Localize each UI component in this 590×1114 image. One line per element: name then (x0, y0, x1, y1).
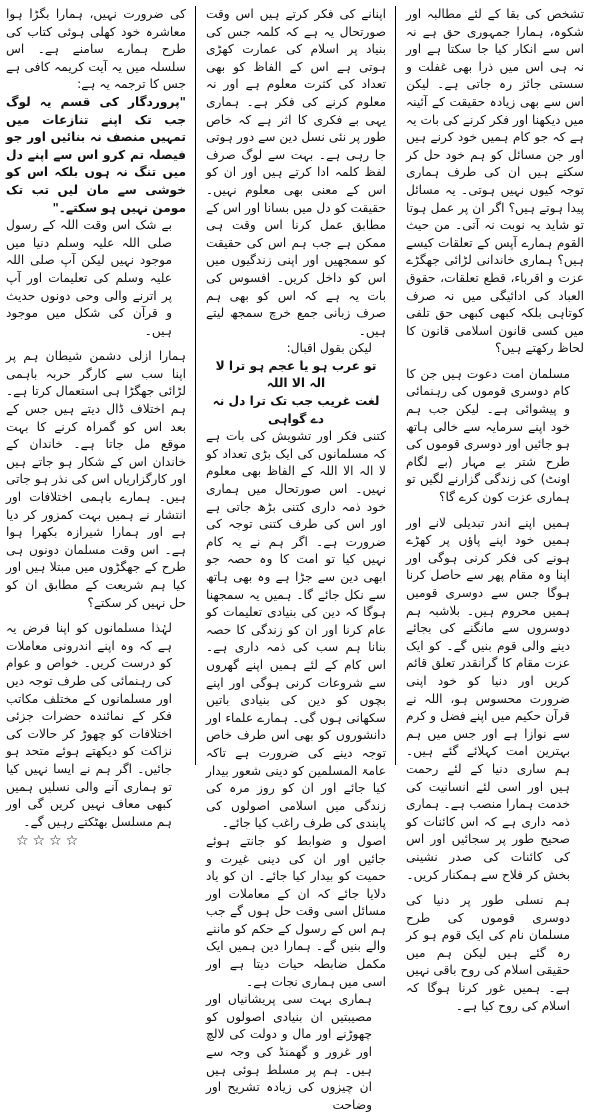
newspaper-page (6, 6, 584, 1112)
verse-line: لغت غریب جب تک ترا دل نہ دے گواہی (212, 394, 380, 426)
paragraph: ہمارا ازلی دشمن شیطان ہم پر اپنا سب سے کارگر حربہ باہمی لڑائی جھگڑا ہی استعمال کرتا ہے۔ ہم اختلاف ڈال دیتے ہیں جس کے بعد اس کو گمراہ کرنے کا بہت موقع مل جاتا ہے۔ خاندان کے خاندان اس کے شکار ہو جاتے ہیں اور کارگزاریاں اس کی نذر ہو جاتی ہیں۔ ہمارے باہمی اختلافات اور انتشار نے ہمیں بہت کمزور کر دیا ہے اور ہمارا شیرازہ بکھرا ہوا ہے۔ اس وقت مسلمان دونوں ہی طرح کے جھگڑوں میں مبتلا ہیں اور کیا ہم شریعت کے مطابق ان کو حل نہیں کر سکتے؟ (6, 349, 186, 610)
column-divider (195, 6, 196, 765)
paragraph: بے شک اس وقت اللہ کے رسول صلی اللہ علیہ وسلم دنیا میں موجود نہیں لیکن آپ صلی اللہ علیہ وسلم کی تعلیمات اور آپ پر اترنے والی وحی دونوں حدیث و قرآن کی شکل میں موجود ہیں۔ (6, 218, 172, 338)
paragraph: ہم نسلی طور پر دنیا کی دوسری قوموں کی طرح مسلمان نام کی ایک قوم ہو کر رہ گئے ہیں لیکن ہم میں حقیقی اسلام کی روح باقی نہیں ہے۔ ہمیں غور کرنا ہوگا کہ اسلام کی روح کیا ہے۔ (406, 893, 570, 1013)
paragraph: مسلمان امت دعوت ہیں جن کا کام دوسری قوموں کی رہنمائی و پیشوائی ہے۔ لیکن جب ہم خود اپنے سرمایہ سے خالی ہاتھ ہو جائیں اور دوسری قوموں کی طرح شتر بے مہار (بے لگام اونٹ) کی زندگی گزارنے لگیں تو ہماری عزت کون کرے گا؟ (406, 366, 570, 505)
paragraph: کتنی فکر اور تشویش کی بات ہے کہ مسلمانوں کی ایک بڑی تعداد کو لا الہ الا اللہ کے الفاظ بھی معلوم نہیں۔ اس صورتحال میں ہماری خود ذمہ داری کتنی بڑھ جاتی ہے اور اس کی طرف کتنی توجہ کی ضرورت ہے۔ اگر ہم نے یہ کام نہیں کیا تو امت کا وہ حصہ جو ابھی دین سے جڑا ہے وہ بھی ہاتھ سے نکل جائے گا۔ ہمیں یہ سمجھنا ہوگا کہ دین کی بنیادی تعلیمات کو عام کرنا اور ان کو زندگی کا حصہ بنانا ہم سب کی ذمہ داری ہے۔ اس کام کے لئے ہمیں اپنے گھروں سے شروعات کرنی ہوگی اور اپنے بچوں کو دین کی بنیادی باتیں سکھانی ہوں گی۔ ہمارے علماء اور دانشوروں کو بھی اس طرف خاص توجہ دینے کی ضرورت ہے تاکہ عامۃ المسلمین کو دینی شعور بیدار کیا جائے اور ان کو روز مرہ کی زندگی میں اسلامی اصولوں کی پابندی کی طرف راغب کیا جائے۔ (206, 429, 386, 831)
verse-line: تو عرب ہو یا عجم ہو ترا لا الہ الا اللہ (215, 358, 377, 391)
paragraph: کی ضرورت نہیں، ہمارا بگڑا ہوا معاشرہ خود کھلی ہوئی کتاب کی طرح ہمارے سامنے ہے۔ اس سلسلہ میں یہ آیت کریمہ کافی ہے جس کا ترجمہ یہ ہے: (6, 7, 186, 92)
column-divider (395, 6, 396, 765)
column-middle (206, 6, 386, 1112)
paragraph: لیکن بقول اقبال: (286, 341, 372, 356)
paragraph: اصول و ضوابط کو جانتے ہوئے جائیں اور ان کی دینی غیرت و حمیت کو بیدار کیا جائے۔ ان کو یاد دلایا جائے کہ ان کے معاملات اور مسائل اسی وقت حل ہوں گے جب ہم اس کے رسول کے حکم کو ماننے والے بنیں گے۔ ہمارا دین ہمیں ایک مکمل ضابطہ حیات دیتا ہے اور اسی میں ہماری نجات ہے۔ (206, 833, 386, 989)
end-stars-ornament: ☆☆☆☆ (16, 833, 83, 850)
paragraph: ہمیں اپنے اندر تبدیلی لانے اور ہمیں خود اپنے پاؤں پر کھڑے ہونے کی فکر کرنی ہوگی اور اپنا وہ مقام پھر سے حاصل کرنا ہوگا جس سے دوسری قومیں ہمیں محروم ہیں۔ بلاشبہ ہم دوسروں سے مانگنے کی بجائے دینے والی قوم بنیں گے۔ کو ایک عزت مقام کا گرانقدر تعلق قائم کریں اور دنیا کو خود اپنی ضرورت محسوس ہو، اللہ نے قرآن حکیم میں اپنے فضل و کرم سے نوازا ہے اور جس میں ہم بہترین امت کہلائے گئے ہیں۔ ہم ساری دنیا کے لئے رحمت ہیں اور اسی لئے انسانیت کی خدمت ہمارا منصب ہے۔ ہماری ذمہ داری ہے کہ اس کائنات کو صحیح طور پر سجائیں اور اس کی کائنات کی صدر نشینی بخش کر فلاح سے ہمکنار کریں۔ (406, 515, 570, 882)
paragraph: ہماری بہت سی پریشانیاں اور مصیبتیں ان بنیادی اصولوں کو چھوڑنے اور مال و دولت کی لالچ اور غرور و گھمنڈ کی وجہ سے ہیں۔ ہم پر مسلط ہوئی ہیں ان چیزوں کی زیادہ تشریح اور وضاحت (206, 992, 372, 1112)
quotation: "پروردگار کی قسم یہ لوگ جب تک اپنے تنازعات میں تمہیں منصف نہ بنائیں اور جو فیصلہ تم کرو اس سے اپنے دل میں تنگ نہ ہوں بلکہ اس کو خوشی سے مان لیں تب تک مومن نہیں ہو سکتے۔" (6, 94, 186, 215)
paragraph: لہٰذا مسلمانوں کو اپنا فرض یہ ہے کہ وہ اپنے اندرونی معاملات کو درست کریں۔ خواص و عوام کی رہنمائی کی طرف توجہ دیں اور مسلمانوں کے مختلف مکاتب فکر کے نمائندہ حضرات جزئی اختلافات کو چھوڑ کر حالات کی نزاکت کو دیکھتے ہوئے متحد ہو جائیں۔ اگر ہم نے ایسا نہیں کیا تو ہماری آنے والی نسلیں ہمیں کبھی معاف نہیں کریں گی اور ہم مسلسل بھٹکتے رہیں گے۔ (6, 621, 172, 829)
column-right (406, 6, 584, 1013)
column-left (6, 6, 186, 850)
paragraph: اپنانے کی فکر کرتے ہیں اس وقت صورتحال یہ ہے کہ کلمہ جس کی بنیاد پر اسلام کی عمارت کھڑی ہوتی ہے اس کے الفاظ کو بھی تعداد کی کثرت معلوم ہے اور نہ معلوم کرنے کی فکر ہے۔ ہماری یہی بے فکری کا اثر ہے کہ خاص طور پر نئی نسل دین سے دور ہوتی جا رہی ہے۔ بہت سے لوگ صرف لفظ کلمہ ادا کرتے ہیں اور ان کو اس کے معنی بھی معلوم نہیں۔ حقیقت کو دل میں بسانا اور اس کے مطابق عمل کرنا اس وقت ہی ممکن ہے جب ہم اس کی حقیقت کو سمجھیں اور اپنی زندگیوں میں اس کو داخل کریں۔ افسوس کی بات یہ ہے کہ اس کو بھی ہم صرف زبانی جمع خرچ سمجھ لیتے ہیں۔ (206, 7, 386, 338)
paragraph: تشخص کی بقا کے لئے مطالبہ اور شکوہ، ہمارا جمہوری حق ہے نہ اس سے انکار کیا جا سکتا ہے اور نہ ہی اس میں ذرا بھی غفلت و سستی جائز رہ جاتی ہے۔ لیکن اس سے بھی زیادہ حقیقت کے آئینہ میں دیکھنا اور فکر کرنے کی بات یہ ہے کہ جو کام ہمیں خود کرنے ہیں اور جن مسائل کو ہم خود حل کر سکتے ہیں ان کی طرف ہماری توجہ کیوں نہیں ہوتی۔ یہ مسائل پیدا ہوتے ہیں؟ اگر ان پر عمل ہوتا تو شاید یہ نوبت نہ آتی۔ من حیث القوم ہمارے آپس کے تعلقات کیسے ہیں؟ ہماری خاندانی لڑائی جھگڑے عزت و اقرباء، قطع تعلقات، حقوق العباد کی ادائیگی میں نہ صرف کوتاہی بلکہ کبھی کبھی حق تلفی میں کسی قانون اسلامی قانون کا لحاظ رکھتے ہیں؟ (406, 7, 584, 356)
